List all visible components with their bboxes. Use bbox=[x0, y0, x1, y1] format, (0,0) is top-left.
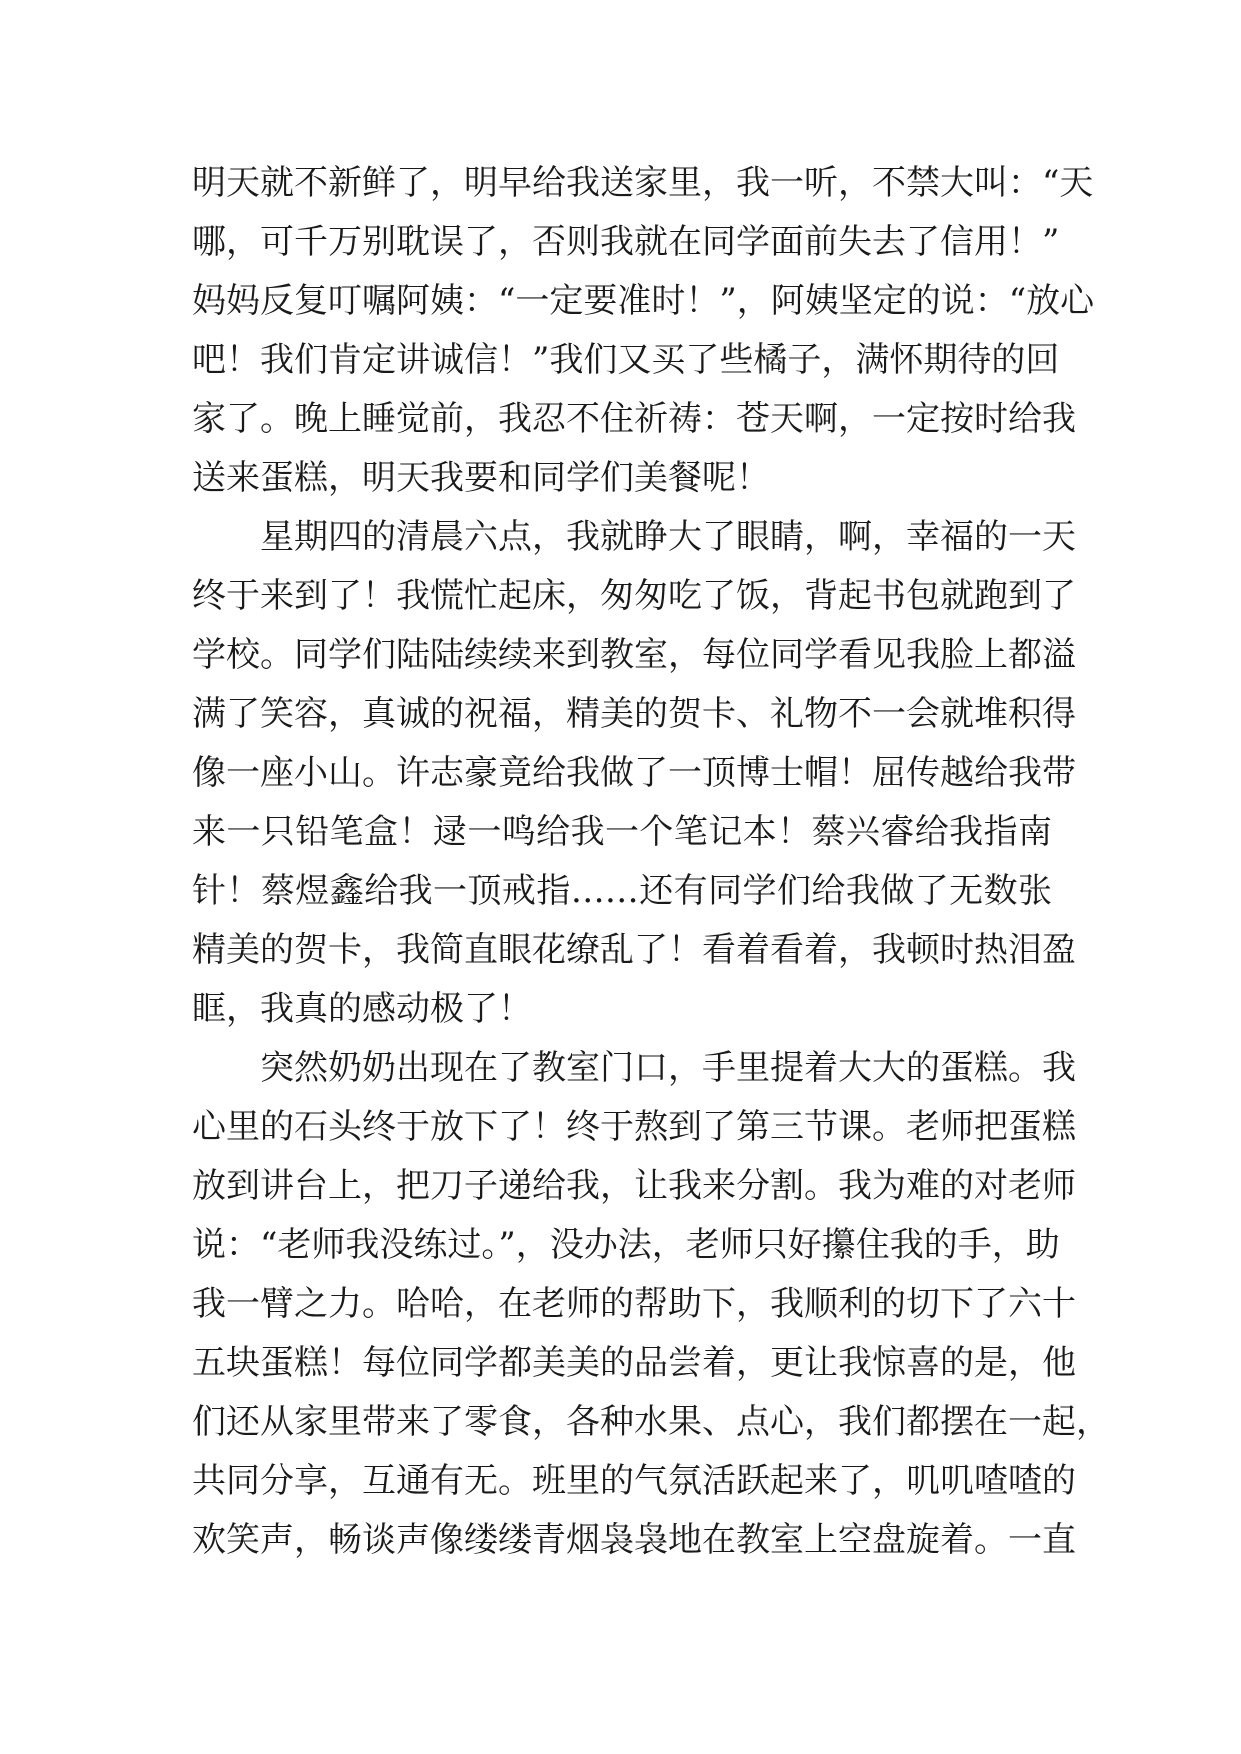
text-line: 终于来到了！我慌忙起床，匆匆吃了饭，背起书包就跑到了 bbox=[192, 576, 1076, 616]
paragraph-2 bbox=[192, 508, 1076, 1039]
text-line: 们还从家里带来了零食，各种水果、点心，我们都摆在一起， bbox=[192, 1402, 1110, 1442]
text-line: 说：“老师我没练过。”，没办法，老师只好攥住我的手，助 bbox=[192, 1225, 1060, 1265]
text-line: 眶，我真的感动极了！ bbox=[192, 989, 532, 1029]
text-line: 针！蔡煜鑫给我一顶戒指……还有同学们给我做了无数张 bbox=[192, 871, 1052, 911]
text-line: 家了。晚上睡觉前，我忍不住祈祷：苍天啊，一定按时给我 bbox=[192, 399, 1076, 439]
text-line: 突然奶奶出现在了教室门口，手里提着大大的蛋糕。我 bbox=[260, 1048, 1076, 1088]
text-line: 满了笑容，真诚的祝福，精美的贺卡、礼物不一会就堆积得 bbox=[192, 694, 1076, 734]
text-line: 哪，可千万别耽误了，否则我就在同学面前失去了信用！” bbox=[192, 222, 1060, 262]
text-line: 心里的石头终于放下了！终于熬到了第三节课。老师把蛋糕 bbox=[192, 1107, 1076, 1147]
text-line: 我一臂之力。哈哈，在老师的帮助下，我顺利的切下了六十 bbox=[192, 1284, 1076, 1324]
text-line: 欢笑声，畅谈声像缕缕青烟袅袅地在教室上空盘旋着。一直 bbox=[192, 1520, 1076, 1560]
text-line: 妈妈反复叮嘱阿姨：“一定要准时！”，阿姨坚定的说：“放心 bbox=[192, 281, 1095, 321]
text-line: 学校。同学们陆陆续续来到教室，每位同学看见我脸上都溢 bbox=[192, 635, 1076, 675]
paragraph-1 bbox=[192, 154, 1095, 508]
text-line: 五块蛋糕！每位同学都美美的品尝着，更让我惊喜的是，他 bbox=[192, 1343, 1076, 1383]
text-line: 明天就不新鲜了，明早给我送家里，我一听，不禁大叫：“天 bbox=[192, 163, 1094, 203]
text-line: 放到讲台上，把刀子递给我，让我来分割。我为难的对老师 bbox=[192, 1166, 1076, 1206]
text-line: 送来蛋糕，明天我要和同学们美餐呢！ bbox=[192, 458, 770, 498]
paragraph-3 bbox=[192, 1039, 1110, 1570]
text-line: 精美的贺卡，我简直眼花缭乱了！看着看着，我顿时热泪盈 bbox=[192, 930, 1076, 970]
text-line: 像一座小山。许志豪竟给我做了一顶博士帽！屈传越给我带 bbox=[192, 753, 1076, 793]
text-line: 共同分享，互通有无。班里的气氛活跃起来了，叽叽喳喳的 bbox=[192, 1461, 1076, 1501]
text-line: 星期四的清晨六点，我就睁大了眼睛，啊，幸福的一天 bbox=[260, 517, 1076, 557]
document-body bbox=[192, 154, 1110, 1570]
text-line: 吧！我们肯定讲诚信！”我们又买了些橘子，满怀期待的回 bbox=[192, 340, 1060, 380]
text-line: 来一只铅笔盒！逯一鸣给我一个笔记本！蔡兴睿给我指南 bbox=[192, 812, 1052, 852]
